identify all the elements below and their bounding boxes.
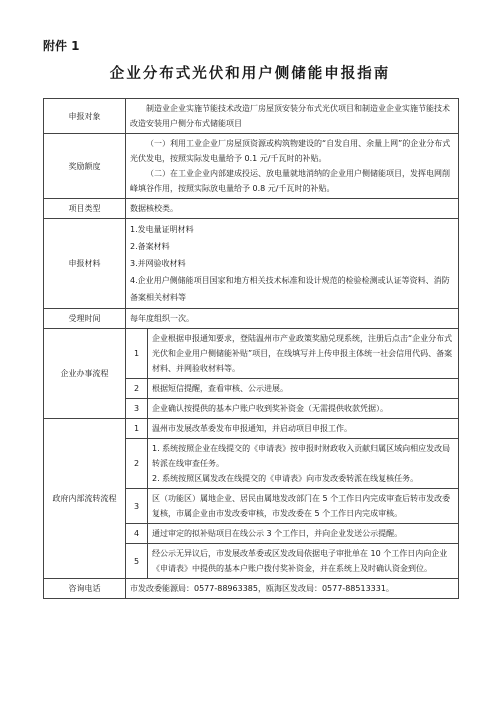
row-time — [44, 309, 459, 329]
label-time: 受理时间 — [44, 309, 126, 329]
step-text: 企业根据申报通知要求，登陆温州市产业政策奖励兑现系统，注册后点击“企业分布式光伏和企业用户侧储能补贴”项目，在线填写并上传申报主体统一社会信用代码、备案材料、并网验收材料等。 — [148, 329, 459, 379]
step-number: 2 — [126, 379, 148, 399]
value-materials — [126, 219, 459, 309]
step-text — [148, 439, 459, 489]
step-number: 2 — [126, 439, 148, 489]
material-item: 3.并网验收材料 — [130, 259, 186, 268]
step-text: 区（功能区）属地企业、居民由属地发改部门在 5 个工作日内完成审查后转市发改委复核，市属企业由市发改委审核，市发改委在 5 个工作日内完成审核。 — [148, 489, 459, 524]
value-time: 每年度组织一次。 — [126, 309, 459, 329]
label-government-process: 政府内部流转流程 — [44, 419, 126, 579]
step-text: 通过审定的拟补贴项目在线公示 3 个工作日，并向企业发送公示提醒。 — [148, 524, 459, 544]
step-number: 3 — [126, 399, 148, 419]
step-sub-item: 2. 系统按照区属发改在线提交的《申请表》向市发改委转派在线复核任务。 — [152, 474, 419, 483]
row-contact — [44, 579, 459, 599]
value-contact: 市发改委能源局：0577-88963385，瓯海区发改局：0577-88513331。 — [126, 579, 459, 599]
annex-label: 附件 1 — [43, 39, 80, 53]
reward-paragraph-1: （一）利用工业企业厂房屋顶资源或构筑物建设的“自发自用、余量上网”的企业分布式光伏发电，按照实际发电量给予 0.1 元/千瓦时的补贴。 — [130, 139, 451, 163]
row-enterprise-step — [44, 329, 459, 379]
step-number: 5 — [126, 544, 148, 579]
row-target — [44, 99, 459, 134]
step-number: 4 — [126, 524, 148, 544]
step-number: 1 — [126, 329, 148, 379]
step-text: 温州市发展改革委发布申报通知，并启动项目申报工作。 — [148, 419, 459, 439]
material-item: 2.备案材料 — [130, 242, 170, 251]
label-target: 申报对象 — [44, 99, 126, 134]
value-type: 数据核校类。 — [126, 199, 459, 219]
step-number: 1 — [126, 419, 148, 439]
material-item: 1.发电量证明材料 — [130, 225, 194, 234]
step-text: 经公示无异议后，市发展改革委或区发改局依据电子审批单在 10 个工作日内向企业《申请表》中提供的基本户账户拨付奖补资金，并在系统上及时确认资金到位。 — [148, 544, 459, 579]
step-sub-item: 1. 系统按照企业在线提交的《申请表》按申报时财政收入贡献归属区域向相应发改局转派在线审查任务。 — [152, 444, 451, 468]
label-contact: 咨询电话 — [44, 579, 126, 599]
step-number: 3 — [126, 489, 148, 524]
row-materials — [44, 219, 459, 309]
reward-paragraph-2: （二）在工业企业内部建成投运、放电量就地消纳的企业用户侧储能项目，发挥电网削峰填谷作用，按照实际放电量给予 0.8 元/千瓦时的补贴。 — [130, 169, 450, 193]
application-guide-table — [43, 98, 459, 599]
value-target: 制造业企业实施节能技术改造厂房屋顶安装分布式光伏项目和制造业企业实施节能技术改造安装用户侧分布式储能项目 — [126, 99, 459, 134]
step-text: 企业确认按提供的基本户账户收到奖补资金（无需提供收款凭据）。 — [148, 399, 459, 419]
row-reward — [44, 134, 459, 199]
value-reward — [126, 134, 459, 199]
step-text: 根据短信提醒，查看审核、公示进展。 — [148, 379, 459, 399]
page-title: 企业分布式光伏和用户侧储能申报指南 — [109, 65, 391, 82]
row-type — [44, 199, 459, 219]
label-materials: 申报材料 — [44, 219, 126, 309]
label-reward: 奖励额度 — [44, 134, 126, 199]
label-type: 项目类型 — [44, 199, 126, 219]
material-item: 4.企业用户侧储能项目国家和地方相关技术标准和设计规范的检验检测或认证等资料、消防备案相关材料等 — [130, 276, 450, 302]
row-government-step — [44, 419, 459, 439]
label-enterprise-process: 企业办事流程 — [44, 329, 126, 419]
